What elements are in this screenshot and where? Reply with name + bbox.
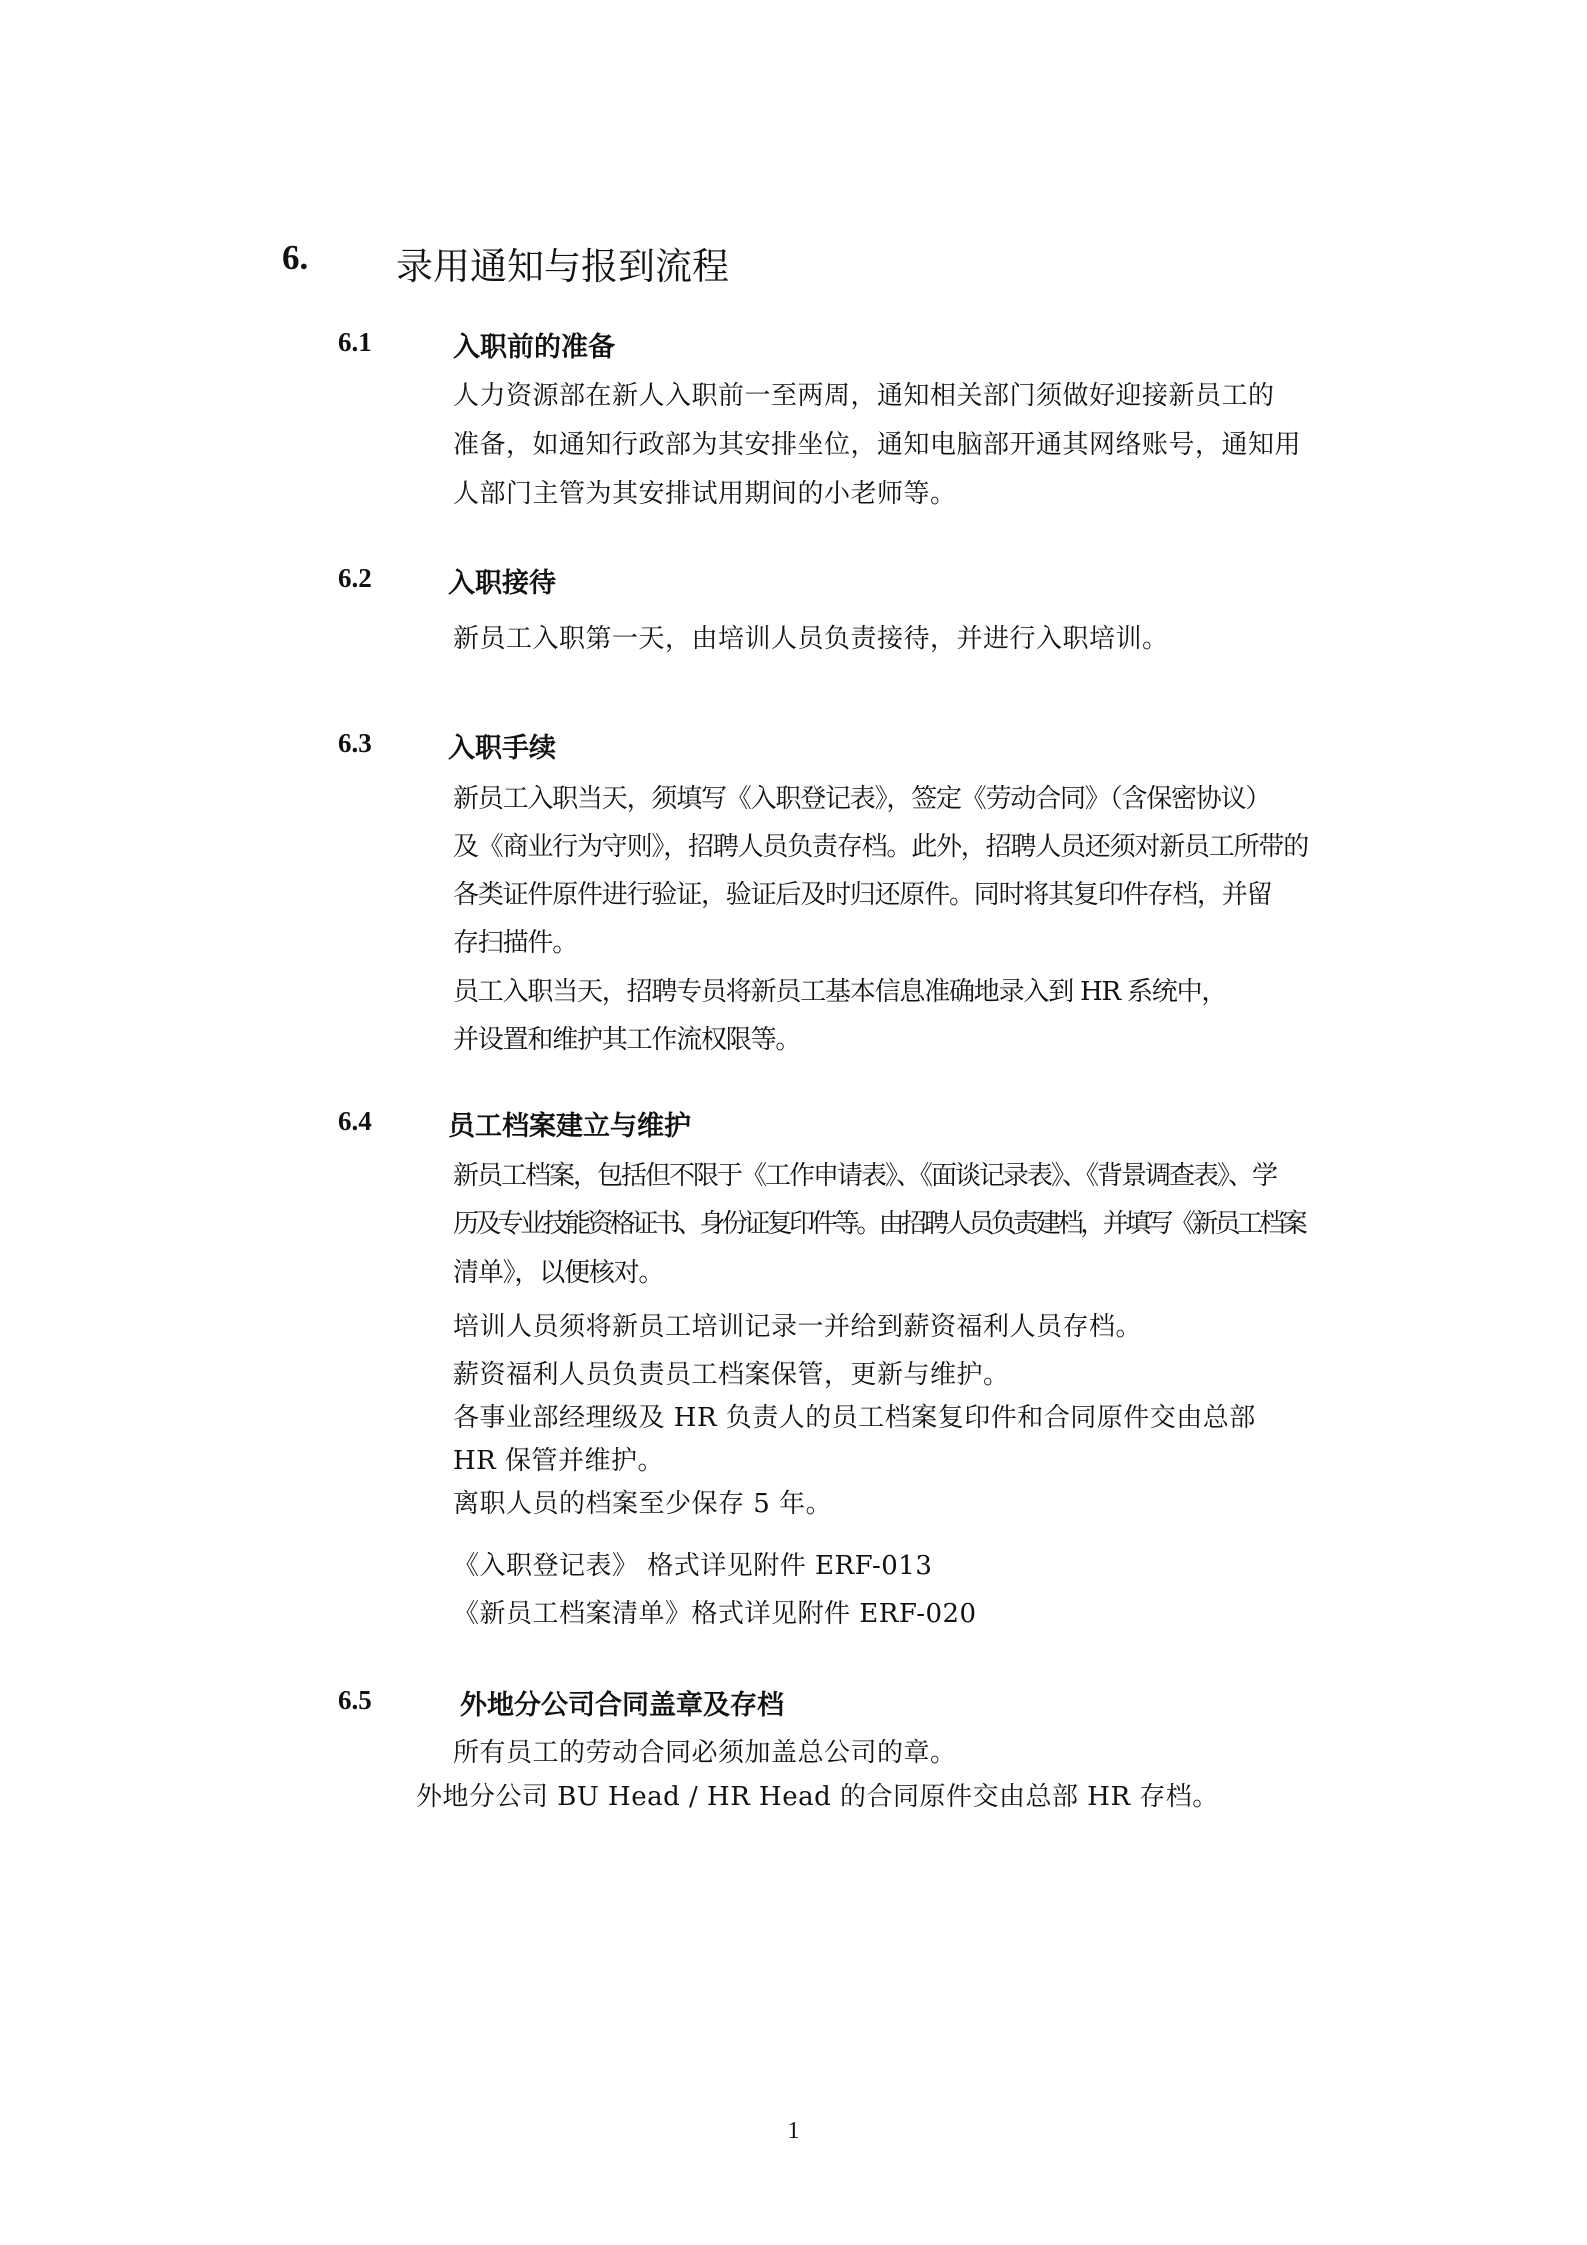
paragraph-line: 外地分公司 BU Head / HR Head 的合同原件交由总部 HR 存档。 [416, 1782, 1219, 1812]
paragraph-line: 所有员工的劳动合同必须加盖总公司的章。 [453, 1738, 957, 1768]
subsection-number: 6.2 [338, 563, 372, 593]
subsection-title: 入职手续 [448, 733, 556, 764]
paragraph-line: 并设置和维护其工作流权限等。 [453, 1025, 801, 1055]
subsection-title: 入职前的准备 [453, 332, 615, 363]
paragraph-line: 准备，如通知行政部为其安排坐位，通知电脑部开通其网络账号，通知用 [453, 430, 1302, 460]
paragraph-line: 《入职登记表》 格式详见附件 ERF-013 [453, 1551, 933, 1581]
subsection-number: 6.4 [338, 1106, 372, 1136]
paragraph-line: 离职人员的档案至少保存 5 年。 [453, 1489, 833, 1519]
subsection-number: 6.3 [338, 728, 372, 758]
subsection-number: 6.1 [338, 327, 372, 357]
subsection-number: 6.5 [338, 1685, 372, 1715]
paragraph-line: 各类证件原件进行验证，验证后及时归还原件。同时将其复印件存档，并留 [453, 880, 1272, 910]
paragraph-line: 清单》，以便核对。 [453, 1258, 664, 1288]
paragraph-line: 新员工档案，包括但不限于《工作申请表》、《面谈记录表》、《背景调查表》、学 [453, 1161, 1277, 1191]
section-title: 录用通知与报到流程 [396, 245, 729, 288]
subsection-title: 入职接待 [448, 568, 556, 599]
subsection-title: 员工档案建立与维护 [448, 1111, 691, 1142]
subsection-title: 外地分公司合同盖章及存档 [460, 1690, 784, 1721]
page-number: 1 [787, 2118, 800, 2144]
paragraph-line: 新员工入职第一天，由培训人员负责接待，并进行入职培训。 [453, 624, 1169, 654]
paragraph-line: 各事业部经理级及 HR 负责人的员工档案复印件和合同原件交由总部 [453, 1403, 1256, 1433]
paragraph-line: 员工入职当天，招聘专员将新员工基本信息准确地录入到 HR 系统中， [453, 977, 1227, 1007]
paragraph-line: 培训人员须将新员工培训记录一并给到薪资福利人员存档。 [453, 1312, 1143, 1342]
paragraph-line: 《新员工档案清单》格式详见附件 ERF-020 [453, 1599, 977, 1629]
paragraph-line: 薪资福利人员负责员工档案保管，更新与维护。 [453, 1360, 1010, 1390]
paragraph-line: 人力资源部在新人入职前一至两周，通知相关部门须做好迎接新员工的 [453, 381, 1275, 411]
paragraph-line: 及《商业行为守则》，招聘人员负责存档。此外，招聘人员还须对新员工所带的 [453, 832, 1309, 862]
paragraph-line: 人部门主管为其安排试用期间的小老师等。 [453, 479, 957, 509]
section-number: 6. [282, 238, 309, 277]
paragraph-line: 存扫描件。 [453, 928, 578, 958]
paragraph-line: 历及专业技能资格证书、身份证复印件等。由招聘人员负责建档，并填写《新员工档案 [453, 1209, 1305, 1239]
paragraph-line: HR 保管并维护。 [453, 1446, 665, 1476]
paragraph-line: 新员工入职当天，须填写《入职登记表》，签定《劳动合同》（含保密协议） [453, 784, 1271, 814]
